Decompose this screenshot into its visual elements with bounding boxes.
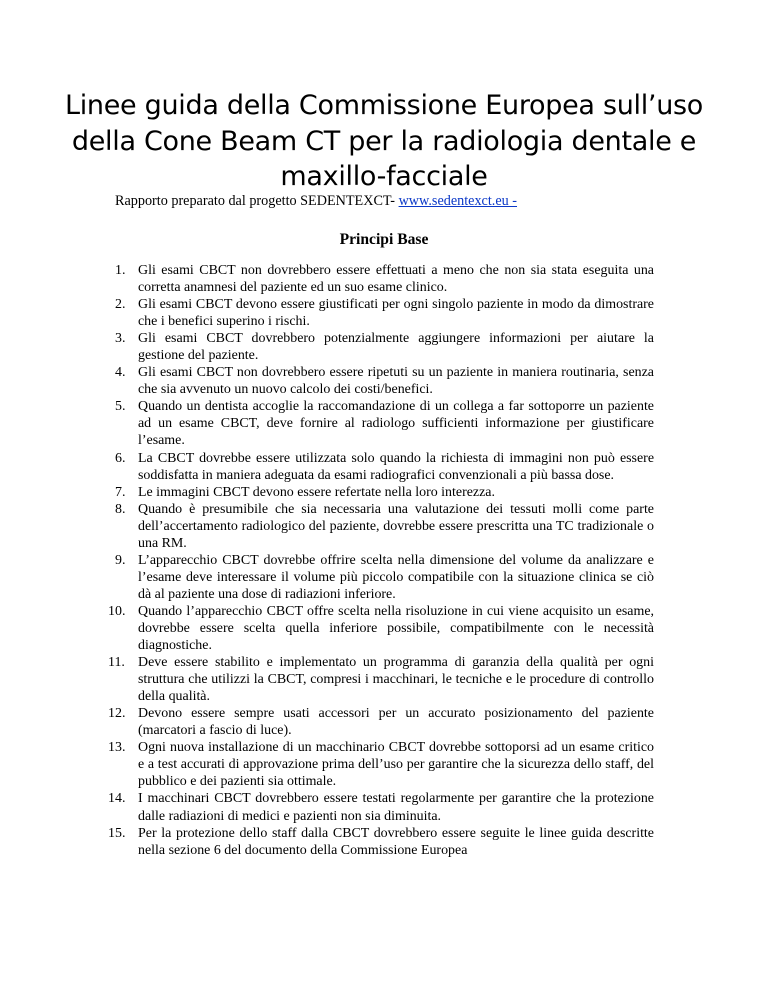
principle-item — [108, 790, 654, 824]
sedentexct-link[interactable]: www.sedentexct.eu - — [398, 193, 518, 209]
principle-number: 7. — [115, 484, 126, 500]
principle-text: Per la protezione dello staff dalla CBCT dovrebbero essere seguite le linee guida descritte nella sezione 6 del documento della Commissione Europea — [138, 825, 654, 858]
report-subtitle — [115, 192, 517, 210]
principle-item — [115, 552, 654, 603]
principle-item — [115, 398, 654, 449]
principle-number: 1. — [115, 263, 126, 278]
principle-number: 8. — [115, 501, 126, 517]
principle-number: 4. — [115, 365, 126, 381]
principle-text: Quando l’apparecchio CBCT offre scelta nella risoluzione in cui viene acquisito un esame, dovrebbe essere scelta quella inferiore possibile, compatibilmente con le necessità diagnostiche. — [138, 603, 654, 654]
principle-item — [115, 296, 654, 330]
principle-text: L’apparecchio CBCT dovrebbe offrire scelta nella dimensione del volume da analizzare e l’esame deve interessare il volume più piccolo compatibile con la situazione clinica se ciò dà al paziente una dose di radiazioni inferiore. — [138, 552, 654, 602]
principle-item — [108, 739, 654, 790]
principle-text: Deve essere stabilito e implementato un programma di garanzia della qualità per ogni struttura che utilizzi la CBCT, compresi i macchinari, le tecniche e le procedure di controllo della qualità. — [138, 655, 654, 705]
principle-text: I macchinari CBCT dovrebbero essere testati regolarmente per garantire che la protezione dalle radiazioni di medici e pazienti non sia diminuita. — [138, 791, 654, 824]
principles-list — [108, 262, 654, 859]
principle-item — [115, 262, 654, 296]
principle-item — [115, 330, 654, 364]
principle-item — [115, 501, 654, 552]
principle-text: Gli esami CBCT non dovrebbero essere ripetuti su un paziente in maniera routinaria, senza che sia avvenuto un nuovo calcolo dei costi/benefici. — [138, 365, 654, 398]
principle-number: 2. — [115, 297, 126, 313]
principle-text: Gli esami CBCT dovrebbero potenzialmente aggiungere informazioni per aiutare la gestione del paziente. — [138, 331, 654, 364]
principle-item — [108, 654, 654, 705]
principle-number: 3. — [115, 331, 126, 347]
principle-item — [108, 603, 654, 654]
principle-number: 15. — [108, 825, 126, 841]
principle-number: 5. — [115, 399, 126, 415]
principle-text: Gli esami CBCT non dovrebbero essere effettuati a meno che non sia stata eseguita una corretta anamnesi del paziente ed un suo esame clinico. — [138, 263, 654, 296]
principle-text: Le immagini CBCT devono essere refertate nella loro interezza. — [138, 484, 495, 500]
principle-number: 9. — [115, 552, 126, 568]
principle-number: 12. — [108, 706, 126, 722]
document-title: Linee guida della Commissione Europea sull’uso della Cone Beam CT per la radiologia dentale e maxillo-facciale — [64, 90, 704, 192]
principle-text: Ogni nuova installazione di un macchinario CBCT dovrebbe sottoporsi ad un esame critico e a test accurati di approvazione prima dell’uso per garantire che la sicurezza dello staff, del pubblico e dei pazienti sia ottimale. — [138, 740, 654, 790]
principle-number: 10. — [108, 603, 126, 619]
principle-text: Quando un dentista accoglie la raccomandazione di un collega a far sottoporre un paziente ad un esame CBCT, deve fornire al radiologo sufficienti informazione per giustificare l’esame. — [138, 399, 654, 449]
principle-number: 14. — [108, 791, 126, 807]
section-heading: Principi Base — [339, 231, 429, 248]
principle-number: 11. — [108, 655, 125, 671]
principle-text: Quando è presumibile che sia necessaria una valutazione dei tessuti molli come parte dell’accertamento radiologico del paziente, dovrebbe essere prescritta una TC tradizionale o una RM. — [138, 501, 654, 551]
principle-item — [108, 825, 654, 859]
principle-number: 6. — [115, 450, 126, 466]
principle-item — [115, 484, 654, 501]
principle-item — [108, 705, 654, 739]
principle-text: La CBCT dovrebbe essere utilizzata solo quando la richiesta di immagini non può essere soddisfatta in maniera adeguata da esami radiografici convenzionali a più bassa dose. — [138, 450, 654, 483]
principle-number: 13. — [108, 740, 126, 756]
principle-item — [115, 364, 654, 398]
principle-text: Devono essere sempre usati accessori per un accurato posizionamento del paziente (marcatori a fascio di luce). — [138, 706, 654, 739]
principle-text: Gli esami CBCT devono essere giustificati per ogni singolo paziente in modo da dimostrare che i benefici superino i rischi. — [138, 297, 654, 330]
principle-item — [115, 450, 654, 484]
subtitle-text: Rapporto preparato dal progetto SEDENTEXCT- — [115, 193, 399, 209]
